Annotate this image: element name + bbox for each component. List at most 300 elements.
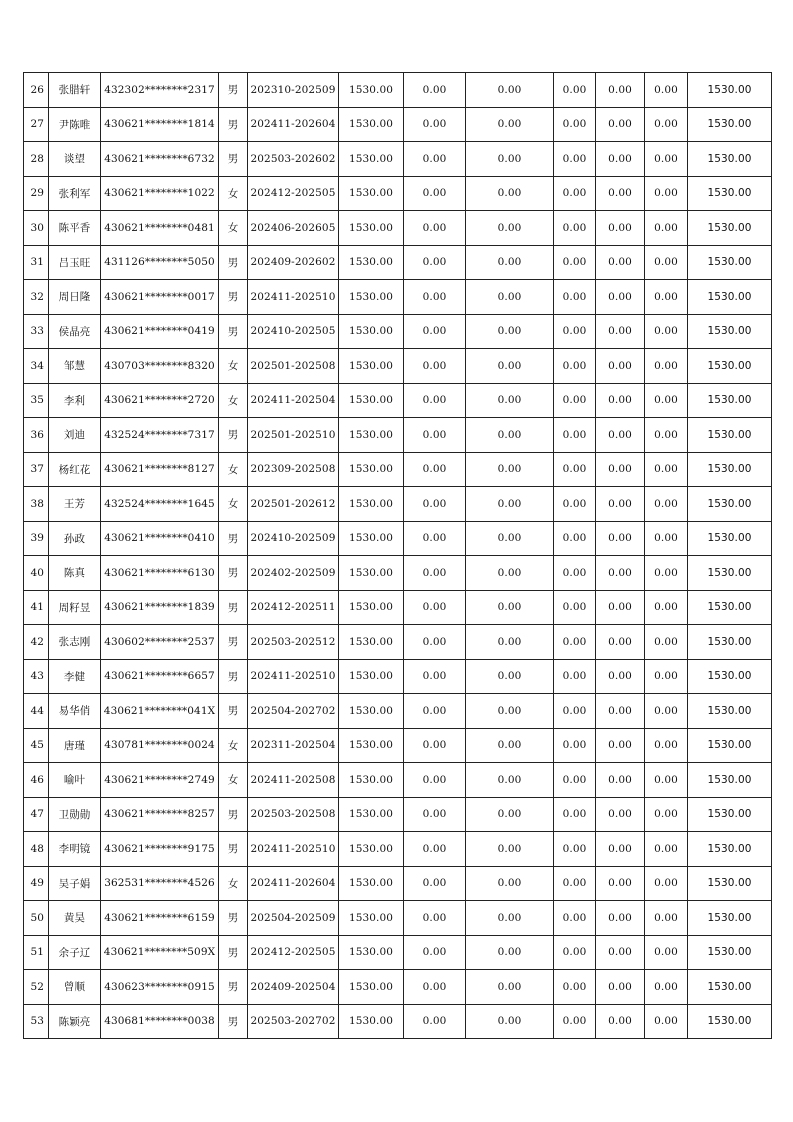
value-col-b-cell: 0.00 xyxy=(466,935,554,970)
value-col-e-cell: 0.00 xyxy=(645,625,688,660)
value-col-d-cell: 0.00 xyxy=(596,590,645,625)
value-col-a-cell: 0.00 xyxy=(404,487,466,522)
table-row xyxy=(24,452,772,487)
table-row xyxy=(24,935,772,970)
gender-cell: 男 xyxy=(219,832,248,867)
value-col-a-cell: 0.00 xyxy=(404,452,466,487)
person-name-cell: 李利 xyxy=(49,383,101,418)
id-number-cell: 430621********041X xyxy=(101,694,219,729)
value-col-b-cell: 0.00 xyxy=(466,970,554,1005)
table-row xyxy=(24,349,772,384)
value-col-d-cell: 0.00 xyxy=(596,625,645,660)
value-col-b-cell: 0.00 xyxy=(466,73,554,108)
gender-cell: 女 xyxy=(219,728,248,763)
subsidy-period-cell: 202412-202505 xyxy=(248,176,339,211)
gender-cell: 男 xyxy=(219,556,248,591)
value-col-e-cell: 0.00 xyxy=(645,694,688,729)
total-amount-cell: 1530.00 xyxy=(688,142,772,177)
value-col-d-cell: 0.00 xyxy=(596,728,645,763)
value-col-a-cell: 0.00 xyxy=(404,211,466,246)
value-col-e-cell: 0.00 xyxy=(645,728,688,763)
value-col-c-cell: 0.00 xyxy=(554,245,596,280)
value-col-b-cell: 0.00 xyxy=(466,452,554,487)
person-name-cell: 周日隆 xyxy=(49,280,101,315)
value-col-a-cell: 0.00 xyxy=(404,763,466,798)
person-name-cell: 喻叶 xyxy=(49,763,101,798)
value-col-c-cell: 0.00 xyxy=(554,659,596,694)
subsidy-period-cell: 202411-202510 xyxy=(248,659,339,694)
value-col-c-cell: 0.00 xyxy=(554,590,596,625)
subsidy-period-cell: 202411-202510 xyxy=(248,280,339,315)
person-name-cell: 张利军 xyxy=(49,176,101,211)
person-name-cell: 杨红花 xyxy=(49,452,101,487)
value-col-d-cell: 0.00 xyxy=(596,694,645,729)
gender-cell: 女 xyxy=(219,452,248,487)
value-col-c-cell: 0.00 xyxy=(554,176,596,211)
subsidy-amount-cell: 1530.00 xyxy=(339,314,404,349)
value-col-e-cell: 0.00 xyxy=(645,487,688,522)
id-number-cell: 430621********509X xyxy=(101,935,219,970)
value-col-e-cell: 0.00 xyxy=(645,418,688,453)
value-col-a-cell: 0.00 xyxy=(404,383,466,418)
person-name-cell: 黄昊 xyxy=(49,901,101,936)
id-number-cell: 432524********1645 xyxy=(101,487,219,522)
subsidy-amount-cell: 1530.00 xyxy=(339,659,404,694)
subsidy-amount-cell: 1530.00 xyxy=(339,211,404,246)
person-name-cell: 尹陈唯 xyxy=(49,107,101,142)
gender-cell: 女 xyxy=(219,211,248,246)
id-number-cell: 430621********6732 xyxy=(101,142,219,177)
total-amount-cell: 1530.00 xyxy=(688,590,772,625)
value-col-e-cell: 0.00 xyxy=(645,245,688,280)
value-col-e-cell: 0.00 xyxy=(645,797,688,832)
table-row xyxy=(24,245,772,280)
person-name-cell: 卫勋勋 xyxy=(49,797,101,832)
subsidy-amount-cell: 1530.00 xyxy=(339,107,404,142)
value-col-d-cell: 0.00 xyxy=(596,487,645,522)
total-amount-cell: 1530.00 xyxy=(688,728,772,763)
value-col-e-cell: 0.00 xyxy=(645,73,688,108)
value-col-d-cell: 0.00 xyxy=(596,142,645,177)
value-col-e-cell: 0.00 xyxy=(645,176,688,211)
subsidy-amount-cell: 1530.00 xyxy=(339,73,404,108)
person-name-cell: 陈真 xyxy=(49,556,101,591)
subsidy-period-cell: 202501-202612 xyxy=(248,487,339,522)
person-name-cell: 邹慧 xyxy=(49,349,101,384)
table-row xyxy=(24,280,772,315)
value-col-a-cell: 0.00 xyxy=(404,418,466,453)
value-col-e-cell: 0.00 xyxy=(645,590,688,625)
table-row xyxy=(24,142,772,177)
subsidy-period-cell: 202410-202509 xyxy=(248,521,339,556)
row-number-cell: 50 xyxy=(24,901,49,936)
row-number-cell: 30 xyxy=(24,211,49,246)
subsidy-period-cell: 202310-202509 xyxy=(248,73,339,108)
gender-cell: 男 xyxy=(219,142,248,177)
value-col-c-cell: 0.00 xyxy=(554,935,596,970)
value-col-d-cell: 0.00 xyxy=(596,832,645,867)
value-col-d-cell: 0.00 xyxy=(596,176,645,211)
subsidy-period-cell: 202309-202508 xyxy=(248,452,339,487)
table-row xyxy=(24,970,772,1005)
subsidy-period-cell: 202402-202509 xyxy=(248,556,339,591)
subsidy-amount-cell: 1530.00 xyxy=(339,970,404,1005)
value-col-e-cell: 0.00 xyxy=(645,1004,688,1039)
person-name-cell: 谈望 xyxy=(49,142,101,177)
id-number-cell: 431126********5050 xyxy=(101,245,219,280)
value-col-c-cell: 0.00 xyxy=(554,901,596,936)
value-col-d-cell: 0.00 xyxy=(596,349,645,384)
row-number-cell: 46 xyxy=(24,763,49,798)
value-col-d-cell: 0.00 xyxy=(596,866,645,901)
row-number-cell: 49 xyxy=(24,866,49,901)
value-col-b-cell: 0.00 xyxy=(466,314,554,349)
person-name-cell: 曾顺 xyxy=(49,970,101,1005)
id-number-cell: 430623********0915 xyxy=(101,970,219,1005)
id-number-cell: 430621********1839 xyxy=(101,590,219,625)
subsidy-table xyxy=(23,72,772,1039)
table-row xyxy=(24,590,772,625)
value-col-b-cell: 0.00 xyxy=(466,1004,554,1039)
value-col-d-cell: 0.00 xyxy=(596,418,645,453)
person-name-cell: 陈平香 xyxy=(49,211,101,246)
gender-cell: 男 xyxy=(219,590,248,625)
row-number-cell: 51 xyxy=(24,935,49,970)
person-name-cell: 王芳 xyxy=(49,487,101,522)
row-number-cell: 32 xyxy=(24,280,49,315)
id-number-cell: 430602********2537 xyxy=(101,625,219,660)
value-col-b-cell: 0.00 xyxy=(466,245,554,280)
id-number-cell: 430621********6130 xyxy=(101,556,219,591)
row-number-cell: 28 xyxy=(24,142,49,177)
subsidy-period-cell: 202503-202602 xyxy=(248,142,339,177)
subsidy-period-cell: 202412-202511 xyxy=(248,590,339,625)
person-name-cell: 周籽昱 xyxy=(49,590,101,625)
value-col-e-cell: 0.00 xyxy=(645,901,688,936)
person-name-cell: 李健 xyxy=(49,659,101,694)
id-number-cell: 430781********0024 xyxy=(101,728,219,763)
value-col-a-cell: 0.00 xyxy=(404,349,466,384)
total-amount-cell: 1530.00 xyxy=(688,107,772,142)
gender-cell: 男 xyxy=(219,107,248,142)
gender-cell: 男 xyxy=(219,625,248,660)
total-amount-cell: 1530.00 xyxy=(688,659,772,694)
value-col-e-cell: 0.00 xyxy=(645,280,688,315)
total-amount-cell: 1530.00 xyxy=(688,73,772,108)
value-col-c-cell: 0.00 xyxy=(554,383,596,418)
gender-cell: 男 xyxy=(219,73,248,108)
value-col-c-cell: 0.00 xyxy=(554,797,596,832)
value-col-b-cell: 0.00 xyxy=(466,142,554,177)
value-col-e-cell: 0.00 xyxy=(645,452,688,487)
gender-cell: 女 xyxy=(219,349,248,384)
value-col-a-cell: 0.00 xyxy=(404,245,466,280)
value-col-a-cell: 0.00 xyxy=(404,625,466,660)
value-col-b-cell: 0.00 xyxy=(466,866,554,901)
row-number-cell: 43 xyxy=(24,659,49,694)
id-number-cell: 430621********1814 xyxy=(101,107,219,142)
subsidy-amount-cell: 1530.00 xyxy=(339,728,404,763)
subsidy-period-cell: 202504-202509 xyxy=(248,901,339,936)
value-col-c-cell: 0.00 xyxy=(554,832,596,867)
value-col-c-cell: 0.00 xyxy=(554,73,596,108)
id-number-cell: 430621********0481 xyxy=(101,211,219,246)
value-col-e-cell: 0.00 xyxy=(645,556,688,591)
value-col-b-cell: 0.00 xyxy=(466,832,554,867)
person-name-cell: 易华俏 xyxy=(49,694,101,729)
id-number-cell: 432524********7317 xyxy=(101,418,219,453)
value-col-a-cell: 0.00 xyxy=(404,280,466,315)
row-number-cell: 26 xyxy=(24,73,49,108)
value-col-b-cell: 0.00 xyxy=(466,625,554,660)
value-col-d-cell: 0.00 xyxy=(596,245,645,280)
table-row xyxy=(24,901,772,936)
value-col-b-cell: 0.00 xyxy=(466,280,554,315)
id-number-cell: 430621********0419 xyxy=(101,314,219,349)
value-col-c-cell: 0.00 xyxy=(554,142,596,177)
value-col-b-cell: 0.00 xyxy=(466,211,554,246)
row-number-cell: 41 xyxy=(24,590,49,625)
subsidy-amount-cell: 1530.00 xyxy=(339,280,404,315)
value-col-a-cell: 0.00 xyxy=(404,694,466,729)
value-col-a-cell: 0.00 xyxy=(404,107,466,142)
gender-cell: 男 xyxy=(219,418,248,453)
subsidy-period-cell: 202503-202702 xyxy=(248,1004,339,1039)
table-row xyxy=(24,763,772,798)
value-col-b-cell: 0.00 xyxy=(466,521,554,556)
subsidy-amount-cell: 1530.00 xyxy=(339,832,404,867)
table-row xyxy=(24,107,772,142)
id-number-cell: 430621********0410 xyxy=(101,521,219,556)
id-number-cell: 430621********8257 xyxy=(101,797,219,832)
subsidy-period-cell: 202503-202512 xyxy=(248,625,339,660)
row-number-cell: 27 xyxy=(24,107,49,142)
value-col-b-cell: 0.00 xyxy=(466,418,554,453)
table-row xyxy=(24,797,772,832)
value-col-b-cell: 0.00 xyxy=(466,383,554,418)
subsidy-amount-cell: 1530.00 xyxy=(339,935,404,970)
subsidy-period-cell: 202503-202508 xyxy=(248,797,339,832)
subsidy-amount-cell: 1530.00 xyxy=(339,556,404,591)
value-col-a-cell: 0.00 xyxy=(404,521,466,556)
id-number-cell: 362531********4526 xyxy=(101,866,219,901)
value-col-d-cell: 0.00 xyxy=(596,452,645,487)
subsidy-period-cell: 202411-202604 xyxy=(248,107,339,142)
id-number-cell: 430621********9175 xyxy=(101,832,219,867)
row-number-cell: 45 xyxy=(24,728,49,763)
subsidy-amount-cell: 1530.00 xyxy=(339,245,404,280)
value-col-a-cell: 0.00 xyxy=(404,832,466,867)
table-row xyxy=(24,176,772,211)
value-col-a-cell: 0.00 xyxy=(404,970,466,1005)
gender-cell: 女 xyxy=(219,866,248,901)
value-col-d-cell: 0.00 xyxy=(596,659,645,694)
subsidy-period-cell: 202311-202504 xyxy=(248,728,339,763)
gender-cell: 女 xyxy=(219,176,248,211)
value-col-c-cell: 0.00 xyxy=(554,625,596,660)
value-col-d-cell: 0.00 xyxy=(596,1004,645,1039)
row-number-cell: 47 xyxy=(24,797,49,832)
subsidy-period-cell: 202412-202505 xyxy=(248,935,339,970)
person-name-cell: 陈颖亮 xyxy=(49,1004,101,1039)
value-col-b-cell: 0.00 xyxy=(466,763,554,798)
value-col-a-cell: 0.00 xyxy=(404,1004,466,1039)
total-amount-cell: 1530.00 xyxy=(688,970,772,1005)
total-amount-cell: 1530.00 xyxy=(688,935,772,970)
value-col-d-cell: 0.00 xyxy=(596,383,645,418)
value-col-d-cell: 0.00 xyxy=(596,970,645,1005)
subsidy-amount-cell: 1530.00 xyxy=(339,694,404,729)
value-col-e-cell: 0.00 xyxy=(645,935,688,970)
id-number-cell: 430621********2720 xyxy=(101,383,219,418)
total-amount-cell: 1530.00 xyxy=(688,1004,772,1039)
value-col-c-cell: 0.00 xyxy=(554,452,596,487)
total-amount-cell: 1530.00 xyxy=(688,694,772,729)
subsidy-amount-cell: 1530.00 xyxy=(339,797,404,832)
person-name-cell: 唐瑾 xyxy=(49,728,101,763)
total-amount-cell: 1530.00 xyxy=(688,176,772,211)
value-col-b-cell: 0.00 xyxy=(466,694,554,729)
subsidy-period-cell: 202411-202510 xyxy=(248,832,339,867)
gender-cell: 女 xyxy=(219,487,248,522)
value-col-c-cell: 0.00 xyxy=(554,728,596,763)
value-col-d-cell: 0.00 xyxy=(596,763,645,798)
subsidy-amount-cell: 1530.00 xyxy=(339,590,404,625)
id-number-cell: 430621********8127 xyxy=(101,452,219,487)
total-amount-cell: 1530.00 xyxy=(688,832,772,867)
value-col-d-cell: 0.00 xyxy=(596,901,645,936)
value-col-d-cell: 0.00 xyxy=(596,73,645,108)
gender-cell: 男 xyxy=(219,970,248,1005)
total-amount-cell: 1530.00 xyxy=(688,763,772,798)
row-number-cell: 31 xyxy=(24,245,49,280)
value-col-a-cell: 0.00 xyxy=(404,556,466,591)
gender-cell: 女 xyxy=(219,383,248,418)
subsidy-amount-cell: 1530.00 xyxy=(339,487,404,522)
id-number-cell: 430681********0038 xyxy=(101,1004,219,1039)
value-col-e-cell: 0.00 xyxy=(645,211,688,246)
subsidy-amount-cell: 1530.00 xyxy=(339,901,404,936)
table-row xyxy=(24,625,772,660)
value-col-c-cell: 0.00 xyxy=(554,418,596,453)
row-number-cell: 40 xyxy=(24,556,49,591)
total-amount-cell: 1530.00 xyxy=(688,901,772,936)
table-row xyxy=(24,556,772,591)
id-number-cell: 430621********1022 xyxy=(101,176,219,211)
gender-cell: 男 xyxy=(219,1004,248,1039)
table-row xyxy=(24,314,772,349)
value-col-b-cell: 0.00 xyxy=(466,176,554,211)
value-col-b-cell: 0.00 xyxy=(466,659,554,694)
row-number-cell: 44 xyxy=(24,694,49,729)
value-col-a-cell: 0.00 xyxy=(404,314,466,349)
total-amount-cell: 1530.00 xyxy=(688,211,772,246)
gender-cell: 男 xyxy=(219,901,248,936)
value-col-c-cell: 0.00 xyxy=(554,521,596,556)
value-col-d-cell: 0.00 xyxy=(596,211,645,246)
value-col-b-cell: 0.00 xyxy=(466,797,554,832)
row-number-cell: 38 xyxy=(24,487,49,522)
value-col-e-cell: 0.00 xyxy=(645,659,688,694)
total-amount-cell: 1530.00 xyxy=(688,797,772,832)
value-col-d-cell: 0.00 xyxy=(596,314,645,349)
value-col-c-cell: 0.00 xyxy=(554,866,596,901)
person-name-cell: 张腊轩 xyxy=(49,73,101,108)
value-col-c-cell: 0.00 xyxy=(554,763,596,798)
row-number-cell: 53 xyxy=(24,1004,49,1039)
person-name-cell: 吴子娟 xyxy=(49,866,101,901)
total-amount-cell: 1530.00 xyxy=(688,487,772,522)
row-number-cell: 39 xyxy=(24,521,49,556)
row-number-cell: 34 xyxy=(24,349,49,384)
row-number-cell: 29 xyxy=(24,176,49,211)
value-col-c-cell: 0.00 xyxy=(554,349,596,384)
subsidy-amount-cell: 1530.00 xyxy=(339,1004,404,1039)
value-col-b-cell: 0.00 xyxy=(466,728,554,763)
subsidy-amount-cell: 1530.00 xyxy=(339,349,404,384)
value-col-c-cell: 0.00 xyxy=(554,314,596,349)
value-col-a-cell: 0.00 xyxy=(404,142,466,177)
gender-cell: 男 xyxy=(219,314,248,349)
subsidy-amount-cell: 1530.00 xyxy=(339,625,404,660)
row-number-cell: 52 xyxy=(24,970,49,1005)
person-name-cell: 孙政 xyxy=(49,521,101,556)
subsidy-amount-cell: 1530.00 xyxy=(339,866,404,901)
person-name-cell: 刘迪 xyxy=(49,418,101,453)
value-col-e-cell: 0.00 xyxy=(645,383,688,418)
total-amount-cell: 1530.00 xyxy=(688,452,772,487)
row-number-cell: 42 xyxy=(24,625,49,660)
table-row xyxy=(24,659,772,694)
value-col-e-cell: 0.00 xyxy=(645,521,688,556)
person-name-cell: 余子辽 xyxy=(49,935,101,970)
gender-cell: 男 xyxy=(219,935,248,970)
subsidy-period-cell: 202410-202505 xyxy=(248,314,339,349)
person-name-cell: 侯晶亮 xyxy=(49,314,101,349)
value-col-d-cell: 0.00 xyxy=(596,935,645,970)
value-col-c-cell: 0.00 xyxy=(554,487,596,522)
id-number-cell: 432302********2317 xyxy=(101,73,219,108)
total-amount-cell: 1530.00 xyxy=(688,556,772,591)
value-col-d-cell: 0.00 xyxy=(596,556,645,591)
value-col-a-cell: 0.00 xyxy=(404,590,466,625)
value-col-e-cell: 0.00 xyxy=(645,107,688,142)
value-col-c-cell: 0.00 xyxy=(554,107,596,142)
value-col-b-cell: 0.00 xyxy=(466,556,554,591)
value-col-e-cell: 0.00 xyxy=(645,832,688,867)
value-col-c-cell: 0.00 xyxy=(554,556,596,591)
gender-cell: 男 xyxy=(219,694,248,729)
subsidy-period-cell: 202406-202605 xyxy=(248,211,339,246)
value-col-b-cell: 0.00 xyxy=(466,107,554,142)
gender-cell: 男 xyxy=(219,797,248,832)
value-col-d-cell: 0.00 xyxy=(596,521,645,556)
gender-cell: 男 xyxy=(219,280,248,315)
table-row xyxy=(24,832,772,867)
table-row xyxy=(24,866,772,901)
value-col-a-cell: 0.00 xyxy=(404,797,466,832)
value-col-c-cell: 0.00 xyxy=(554,694,596,729)
table-row xyxy=(24,521,772,556)
table-row xyxy=(24,694,772,729)
subsidy-amount-cell: 1530.00 xyxy=(339,142,404,177)
id-number-cell: 430621********2749 xyxy=(101,763,219,798)
value-col-d-cell: 0.00 xyxy=(596,107,645,142)
table-row xyxy=(24,73,772,108)
gender-cell: 男 xyxy=(219,659,248,694)
value-col-c-cell: 0.00 xyxy=(554,1004,596,1039)
person-name-cell: 吕玉旺 xyxy=(49,245,101,280)
